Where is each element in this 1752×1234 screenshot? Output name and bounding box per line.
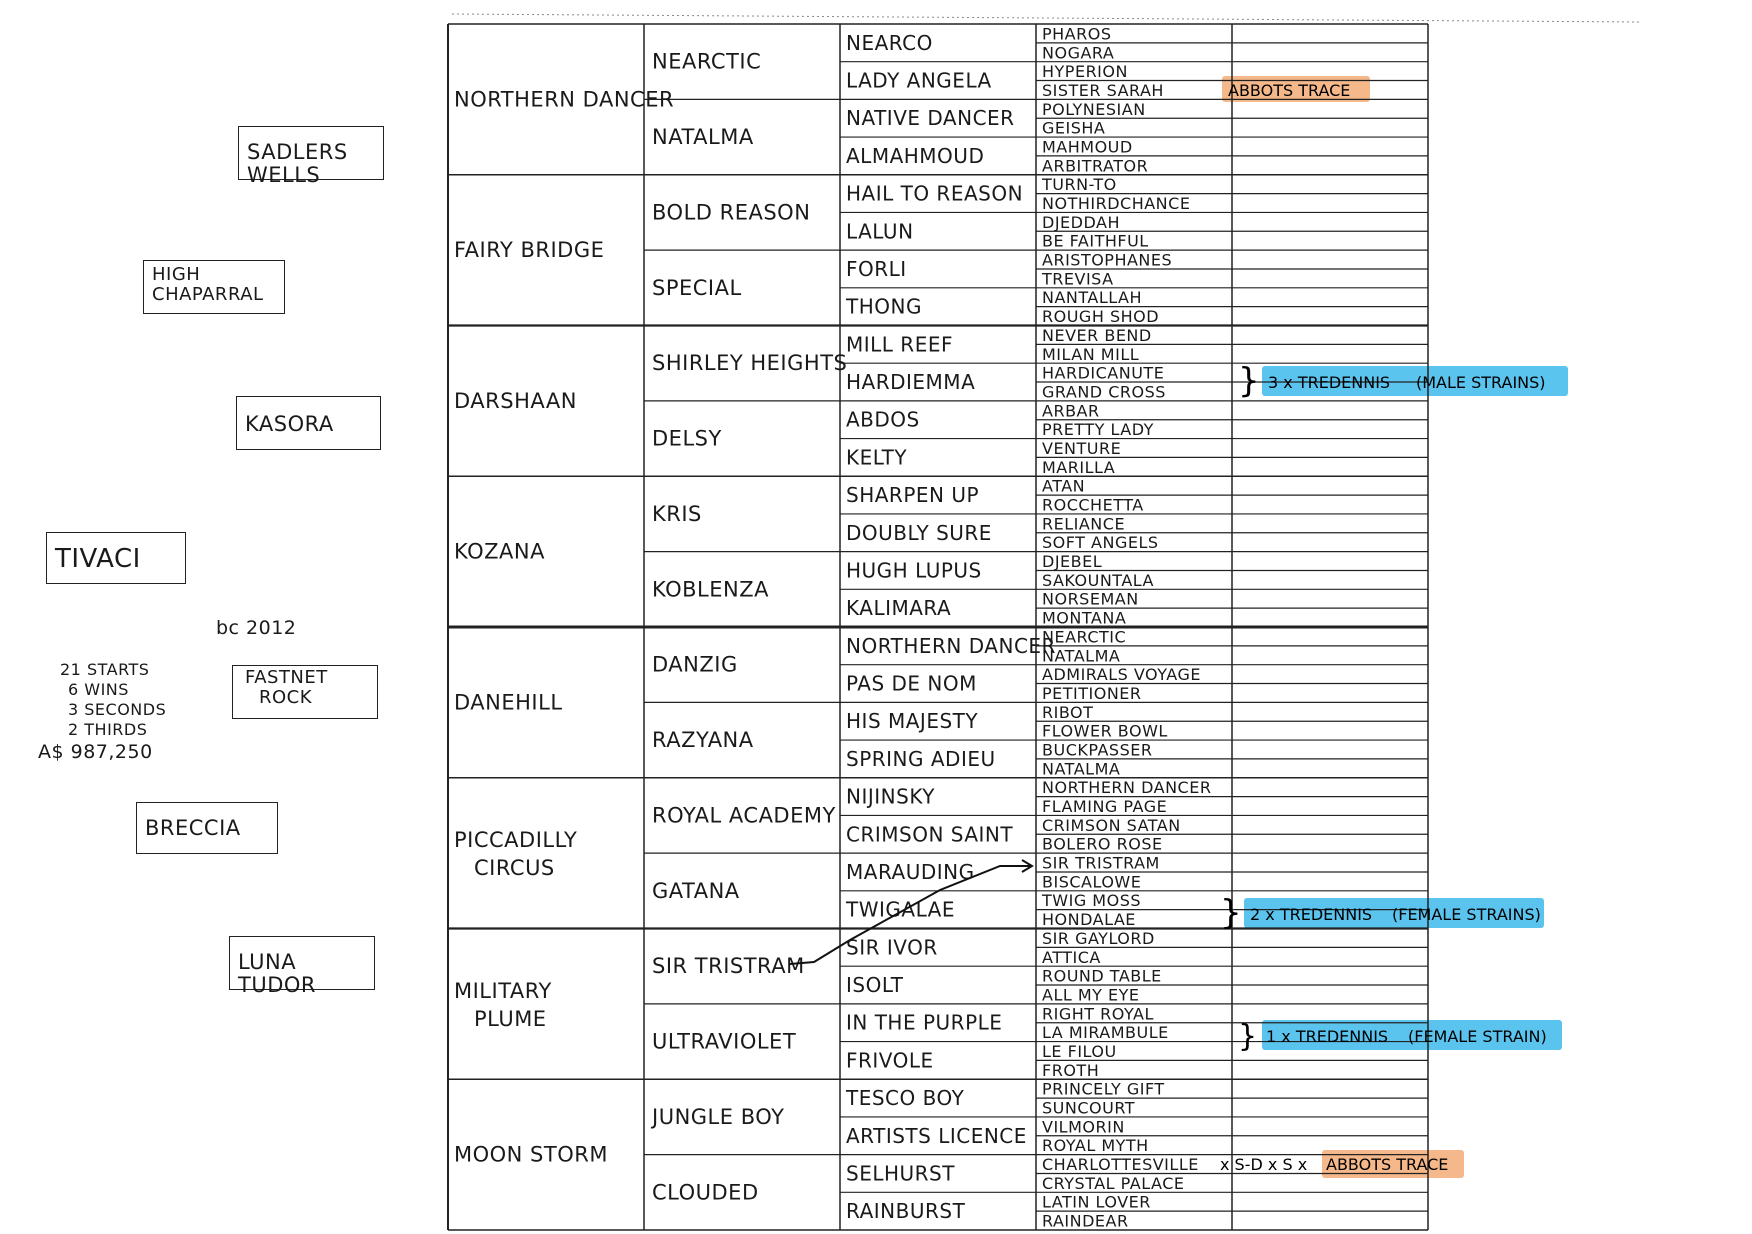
- gen4-name: SIR TRISTRAM: [1042, 853, 1160, 873]
- gen4-name: ROUGH SHOD: [1042, 307, 1160, 327]
- subject-horse-name: TIVACI: [55, 544, 141, 574]
- gen4-name: PETITIONER: [1042, 683, 1142, 703]
- gen1-name: PICCADILLY CIRCUS: [454, 828, 578, 881]
- box-breccia-label: BRECCIA: [145, 816, 241, 840]
- gen3-name: PAS DE NOM: [846, 671, 977, 696]
- gen3-name: THONG: [846, 294, 922, 319]
- bracket-tredennis-male: }: [1238, 361, 1260, 401]
- gen2-name: CLOUDED: [652, 1180, 759, 1205]
- gen4-name: POLYNESIAN: [1042, 99, 1146, 119]
- gen4-name: HARDICANUTE: [1042, 363, 1165, 383]
- gen4-name: BISCALOWE: [1042, 872, 1142, 892]
- gen4-name: TWIG MOSS: [1042, 891, 1142, 911]
- gen3-name: ALMAHMOUD: [846, 143, 985, 168]
- gen3-name: LALUN: [846, 219, 914, 244]
- gen1-name: DARSHAAN: [454, 388, 577, 413]
- gen3-name: NIJINSKY: [846, 784, 935, 809]
- gen4-name: GEISHA: [1042, 118, 1106, 138]
- gen3-name: NATIVE DANCER: [846, 106, 1015, 131]
- gen4-name: MONTANA: [1042, 608, 1127, 628]
- gen3-name: HUGH LUPUS: [846, 558, 982, 583]
- gen3-name: NORTHERN DANCER: [846, 633, 1056, 658]
- gen4-name: LATIN LOVER: [1042, 1192, 1151, 1212]
- gen4-name: ATTICA: [1042, 947, 1101, 967]
- gen2-name: KOBLENZA: [652, 577, 769, 602]
- gen4-name: ARISTOPHANES: [1042, 250, 1173, 270]
- gen4-name: NORSEMAN: [1042, 589, 1139, 609]
- box-high-chaparral-line1: HIGH: [152, 264, 201, 285]
- gen3-name: RAINBURST: [846, 1199, 966, 1224]
- gen3-name: ISOLT: [846, 973, 904, 998]
- gen3-name: FORLI: [846, 256, 907, 281]
- gen1-name: KOZANA: [454, 539, 545, 564]
- gen2-name: DANZIG: [652, 652, 738, 677]
- box-sadlers-wells-label: SADLERS WELLS: [247, 140, 348, 188]
- gen3-name: HARDIEMMA: [846, 370, 976, 395]
- box-fastnet-rock-line2: ROCK: [259, 686, 313, 708]
- gen4-name: DJEBEL: [1042, 552, 1103, 572]
- gen4-name: ATAN: [1042, 476, 1086, 496]
- gen3-name: TESCO BOY: [846, 1086, 965, 1111]
- gen3-name: SIR IVOR: [846, 935, 938, 960]
- gen4-name: CRYSTAL PALACE: [1042, 1173, 1185, 1193]
- gen4-name: ARBITRATOR: [1042, 156, 1149, 176]
- gen4-name: VILMORIN: [1042, 1117, 1125, 1137]
- gen4-name: DJEDDAH: [1042, 212, 1120, 232]
- stat-wins: 6 WINS: [68, 680, 129, 699]
- gen4-name: NEARCTIC: [1042, 627, 1127, 647]
- gen4-name: ROYAL MYTH: [1042, 1136, 1149, 1156]
- gen4-name: NEVER BEND: [1042, 325, 1152, 345]
- note-abbots-trace-top: ABBOTS TRACE: [1228, 81, 1351, 100]
- gen3-name: SELHURST: [846, 1161, 955, 1186]
- gen4-name: CRIMSON SATAN: [1042, 815, 1181, 835]
- gen4-name: ROUND TABLE: [1042, 966, 1162, 986]
- note-tredennis-female2-tag: (FEMALE STRAINS): [1392, 905, 1541, 924]
- gen4-name: VENTURE: [1042, 438, 1122, 458]
- stat-earnings: A$ 987,250: [38, 741, 153, 763]
- gen4-name: PRINCELY GIFT: [1042, 1079, 1165, 1099]
- gen4-name: FROTH: [1042, 1060, 1100, 1080]
- gen4-name: RELIANCE: [1042, 514, 1126, 534]
- stat-starts: 21 STARTS: [60, 660, 150, 679]
- gen2-name: ULTRAVIOLET: [652, 1029, 797, 1054]
- gen1-name: MILITARY PLUME: [454, 978, 552, 1031]
- gen4-name: HYPERION: [1042, 62, 1128, 82]
- gen4-name: MILAN MILL: [1042, 344, 1140, 364]
- gen4-name: MARILLA: [1042, 457, 1116, 477]
- gen3-name: DOUBLY SURE: [846, 520, 992, 545]
- box-high-chaparral-line2: CHAPARRAL: [152, 283, 264, 305]
- gen4-name: NOTHIRDCHANCE: [1042, 194, 1191, 214]
- gen3-name: HAIL TO REASON: [846, 181, 1024, 206]
- gen4-name: NOGARA: [1042, 43, 1115, 63]
- gen2-name: KRIS: [652, 501, 702, 526]
- gen1-name: MOON STORM: [454, 1142, 608, 1167]
- gen4-name: ADMIRALS VOYAGE: [1042, 665, 1201, 685]
- gen3-name: KELTY: [846, 445, 908, 470]
- gen2-name: SIR TRISTRAM: [652, 954, 805, 979]
- box-luna-tudor-label: LUNA TUDOR: [238, 950, 316, 998]
- gen4-name: SIR GAYLORD: [1042, 928, 1155, 948]
- gen2-name: SPECIAL: [652, 275, 742, 300]
- gen4-name: SISTER SARAH: [1042, 80, 1164, 100]
- gen2-name: BOLD REASON: [652, 200, 811, 225]
- note-tredennis-female2: 2 x TREDENNIS: [1250, 905, 1373, 924]
- birth-year: bc 2012: [216, 617, 297, 639]
- note-abbots-trace-bottom: ABBOTS TRACE: [1326, 1155, 1449, 1174]
- gen2-name: NATALMA: [652, 125, 754, 150]
- gen3-name: IN THE PURPLE: [846, 1010, 1003, 1035]
- gen3-name: CRIMSON SAINT: [846, 822, 1014, 847]
- gen4-name: LA MIRAMBULE: [1042, 1023, 1169, 1043]
- bracket-tredennis-female1: }: [1238, 1019, 1258, 1054]
- gen3-name: HIS MAJESTY: [846, 709, 979, 734]
- gen3-name: LADY ANGELA: [846, 68, 992, 93]
- box-kasora-label: KASORA: [245, 412, 334, 436]
- gen4-name: HONDALAE: [1042, 910, 1136, 930]
- gen4-name: FLAMING PAGE: [1042, 797, 1168, 817]
- gen4-name: LE FILOU: [1042, 1041, 1117, 1061]
- note-tredennis-female1-tag: (FEMALE STRAIN): [1408, 1027, 1547, 1046]
- gen4-name: MAHMOUD: [1042, 137, 1133, 157]
- gen3-name: KALIMARA: [846, 596, 952, 621]
- gen2-name: RAZYANA: [652, 728, 754, 753]
- gen2-name: JUNGLE BOY: [652, 1104, 785, 1129]
- bracket-tredennis-female2: }: [1220, 893, 1242, 933]
- gen3-name: NEARCO: [846, 30, 933, 55]
- box-fastnet-rock-line1: FASTNET: [245, 667, 328, 688]
- gen4-name: SOFT ANGELS: [1042, 533, 1159, 553]
- gen4-name: ROCCHETTA: [1042, 495, 1144, 515]
- gen4-name: SUNCOURT: [1042, 1098, 1136, 1118]
- stat-seconds: 3 SECONDS: [68, 700, 167, 719]
- gen4-name: BE FAITHFUL: [1042, 231, 1149, 251]
- gen3-name: SHARPEN UP: [846, 483, 980, 508]
- gen4-name: NATALMA: [1042, 759, 1121, 779]
- gen2-name: NEARCTIC: [652, 49, 762, 74]
- gen3-name: ABDOS: [846, 407, 920, 432]
- gen4-name: RIBOT: [1042, 702, 1094, 722]
- gen1-name: FAIRY BRIDGE: [454, 238, 605, 263]
- gen2-name: DELSY: [652, 426, 722, 451]
- gen4-name: NATALMA: [1042, 646, 1121, 666]
- gen3-name: MARAUDING: [846, 859, 975, 884]
- gen1-name: NORTHERN DANCER: [454, 87, 675, 112]
- gen1-name: DANEHILL: [454, 690, 563, 715]
- note-tredennis-male-tag: (MALE STRAINS): [1416, 373, 1546, 392]
- note-tredennis-male: 3 x TREDENNIS: [1268, 373, 1391, 392]
- gen4-name: ARBAR: [1042, 401, 1100, 421]
- gen4-name: GRAND CROSS: [1042, 382, 1166, 402]
- note-cross-prefix: x S-D x S x: [1220, 1155, 1308, 1174]
- gen2-name: ROYAL ACADEMY: [652, 803, 836, 828]
- gen4-name: TURN-TO: [1042, 175, 1117, 195]
- gen3-name: ARTISTS LICENCE: [846, 1123, 1027, 1148]
- gen3-name: FRIVOLE: [846, 1048, 934, 1073]
- gen2-name: SHIRLEY HEIGHTS: [652, 351, 848, 376]
- gen4-name: CHARLOTTESVILLE: [1042, 1155, 1199, 1175]
- gen3-name: SPRING ADIEU: [846, 746, 996, 771]
- gen4-name: PRETTY LADY: [1042, 420, 1154, 440]
- gen2-name: GATANA: [652, 878, 740, 903]
- gen4-name: FLOWER BOWL: [1042, 721, 1168, 741]
- gen4-name: SAKOUNTALA: [1042, 570, 1154, 590]
- gen4-name: BUCKPASSER: [1042, 740, 1153, 760]
- gen4-name: ALL MY EYE: [1042, 985, 1140, 1005]
- stat-thirds: 2 THIRDS: [68, 720, 148, 739]
- gen3-name: TWIGALAE: [846, 897, 955, 922]
- gen4-name: BOLERO ROSE: [1042, 834, 1163, 854]
- gen3-name: MILL REEF: [846, 332, 953, 357]
- gen4-name: RIGHT ROYAL: [1042, 1004, 1154, 1024]
- gen4-name: NANTALLAH: [1042, 288, 1143, 308]
- note-tredennis-female1: 1 x TREDENNIS: [1266, 1027, 1389, 1046]
- gen4-name: PHAROS: [1042, 24, 1112, 44]
- gen4-name: TREVISA: [1042, 269, 1114, 289]
- gen4-name: RAINDEAR: [1042, 1211, 1129, 1231]
- gen4-name: NORTHERN DANCER: [1042, 778, 1212, 798]
